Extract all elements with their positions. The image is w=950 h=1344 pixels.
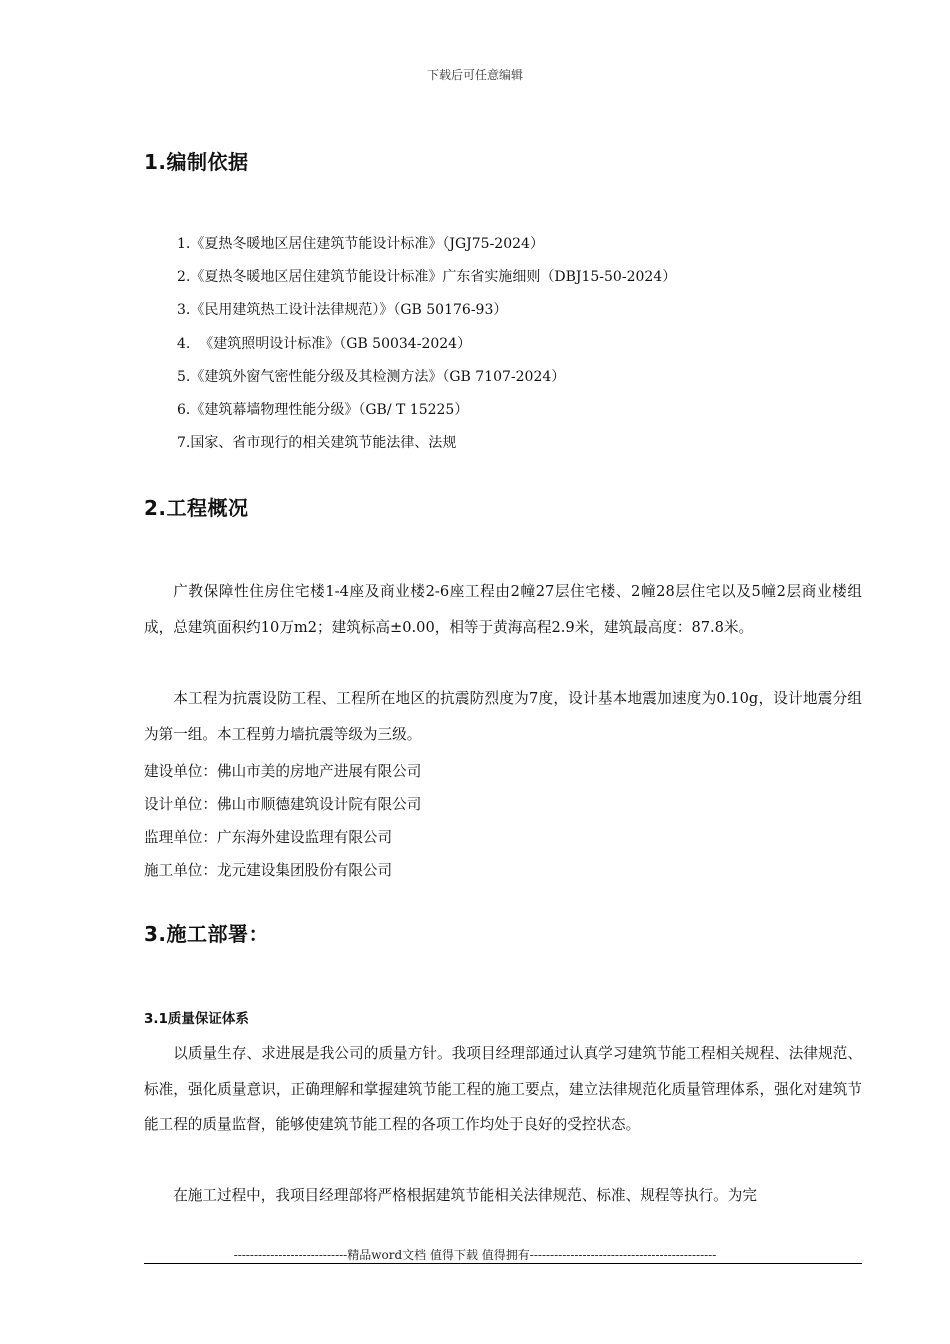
section3-heading: 3.施工部署： [144,922,270,946]
construction-process-paragraph: 在施工过程中，我项目经理部将严格根据建筑节能相关法律规范、标准、规程等执行。为完 [173,1187,757,1204]
reference-item: 5.《建筑外窗气密性能分级及其检测方法》（GB 7107-2024） [177,368,566,385]
reference-item: 1.《夏热冬暖地区居住建筑节能设计标准》（JGJ75-2024） [177,236,544,252]
reference-list [177,233,676,465]
design-unit: 设计单位：佛山市顺德建筑设计院有限公司 [144,796,422,813]
footer-divider [144,1263,862,1264]
subsection-heading: 3.1质量保证体系 [144,1011,249,1027]
project-overview-paragraph: 广教保障性住房住宅楼1-4座及商业楼2-6座工程由2幢27层住宅楼、2幢28层住宅以及5幢2层商业楼组成，总建筑面积约10万m2；建筑标高±0.00，相等于黄海高程2.9米，建筑最高度：87.8米。 [144,583,862,636]
footer-text: ----------------------------精品word文档 值得下载 值得拥有---------------------------------------------- [233,1248,717,1262]
reference-item: 7.国家、省市现行的相关建筑节能法律、法规 [177,435,457,452]
construction-unit: 建设单位：佛山市美的房地产进展有限公司 [144,763,422,780]
header-note: 下载后可任意编辑 [426,68,523,82]
contractor-unit: 施工单位：龙元建设集团股份有限公司 [144,862,393,879]
section2-heading: 2.工程概况 [144,496,249,520]
reference-item: 2.《夏热冬暖地区居住建筑节能设计标准》广东省实施细则（DBJ15-50-2024） [177,269,677,286]
reference-item: 6.《建筑幕墙物理性能分级》（GB/ T 15225） [177,401,469,418]
seismic-paragraph: 本工程为抗震设防工程、工程所在地区的抗震防烈度为7度，设计基本地震加速度为0.10g，设计地震分组为第一组。本工程剪力墙抗震等级为三级。 [144,690,862,743]
reference-item: 4. 《建筑照明设计标准》（GB 50034-2024） [177,335,472,352]
section1-heading: 1.编制依据 [144,150,249,174]
supervision-unit: 监理单位：广东海外建设监理有限公司 [144,829,393,846]
quality-paragraph: 以质量生存、求进展是我公司的质量方针。我项目经理部通过认真学习建筑节能工程相关规程、法律规范、标准，强化质量意识，正确理解和掌握建筑节能工程的施工要点，建立法律规范化质量管理体系，强化对建筑节能工程的质量监督，能够使建筑节能工程的各项工作均处于良好的受控状态。 [144,1045,862,1133]
reference-item: 3.《民用建筑热工设计法律规范）》（GB 50176-93） [177,302,508,319]
